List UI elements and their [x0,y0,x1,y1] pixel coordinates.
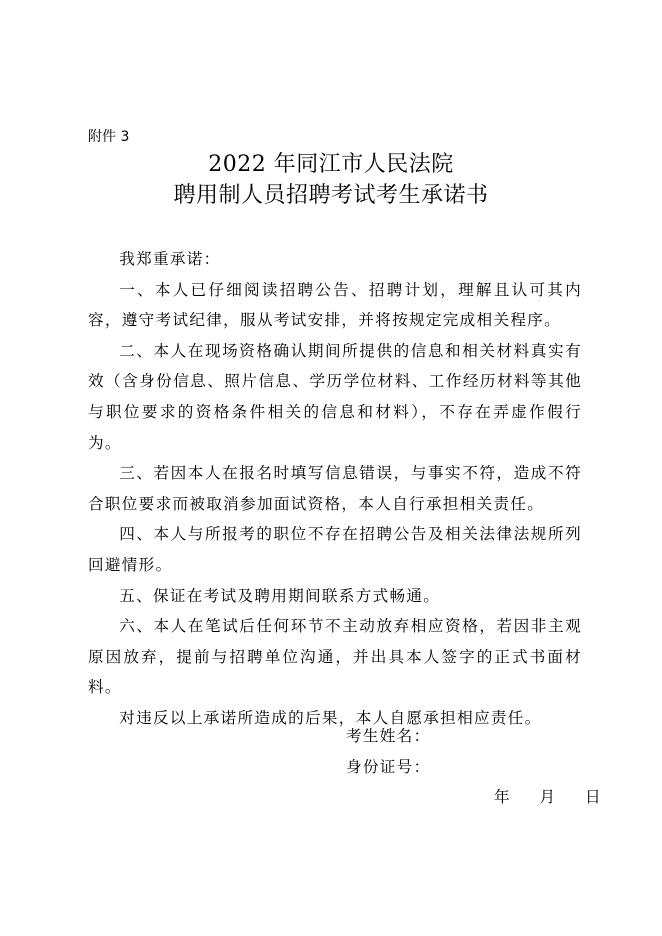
attachment-label: 附件 3 [88,129,130,145]
pledge-opening: 我郑重承诺： [119,250,221,268]
pledge-item-1: 一、本人已仔细阅读招聘公告、招聘计划，理解且认可其内容，遵守考试纪律，服从考试安排，并将按规定完成相关程序。 [88,280,582,330]
id-number-label: 身份证号： [346,758,431,776]
pledge-item-3: 三、若因本人在报名时填写信息错误，与事实不符，造成不符合职位要求而被取消参加面试资格，本人自行承担相关责任。 [88,464,582,513]
pledge-item-4: 四、本人与所报考的职位不存在招聘公告及相关法律法规所列回避情形。 [88,525,582,574]
pledge-item-5: 五、保证在考试及聘用期间联系方式畅通。 [119,586,441,605]
document-title-line-1: 2022 年同江市人民法院 [208,152,454,177]
pledge-body [88,244,582,734]
document-title-line-2: 聘用制人员招聘考试考生承诺书 [173,183,489,208]
pledge-item-6: 六、本人在笔试后任何环节不主动放弃相应资格，若因非主观原因放弃，提前与招聘单位沟通，并出具本人签字的正式书面材料。 [88,617,582,697]
candidate-name-label: 考生姓名： [346,727,431,745]
pledge-closing: 对违反以上承诺所造成的后果，本人自愿承担相应责任。 [119,708,542,727]
date-line: 年 月 日 [494,788,601,806]
pledge-item-2: 二、本人在现场资格确认期间所提供的信息和相关材料真实有效（含身份信息、照片信息、学历学位材料、工作经历材料等其他与职位要求的资格条件相关的信息和材料），不存在弄虚作假行为。 [88,341,582,452]
